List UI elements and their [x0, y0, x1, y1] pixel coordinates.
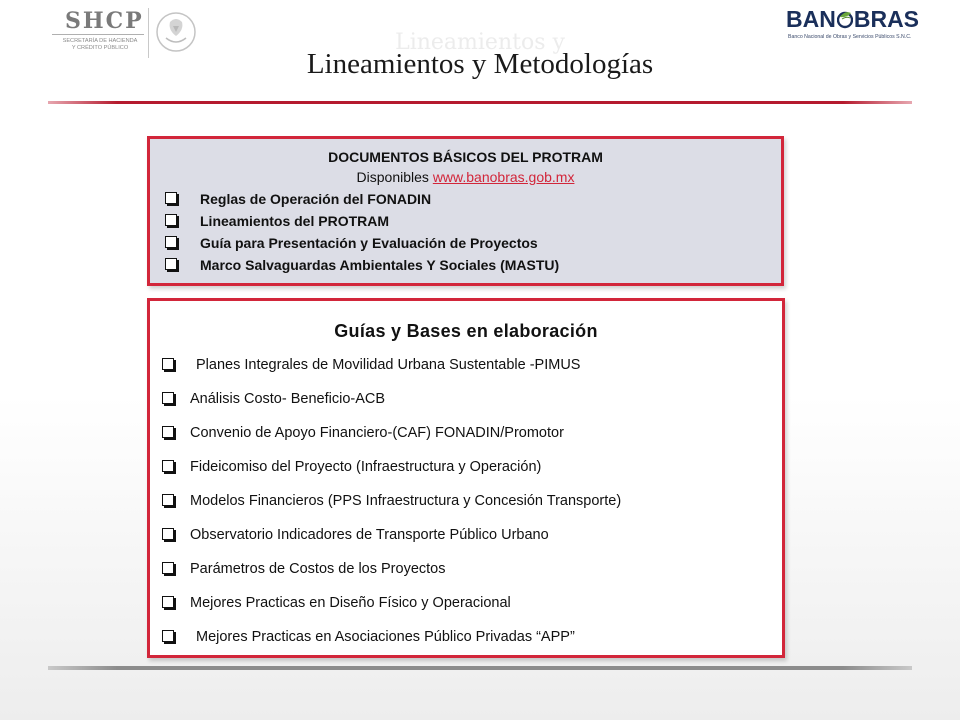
list-item-label: Análisis Costo- Beneficio-ACB [190, 391, 386, 407]
checkbox-bullet-icon [165, 258, 177, 270]
list-item [162, 416, 782, 450]
list-item [165, 232, 781, 254]
documents-list [150, 188, 781, 276]
list-item [162, 586, 782, 620]
list-item-label: Mejores Practicas en Diseño Físico y Operacional [190, 595, 511, 611]
banobras-word-left: BAN [786, 6, 836, 32]
ghost-title: Lineamientos y [395, 30, 565, 55]
documents-available [150, 168, 781, 186]
list-item-label: Fideicomiso del Proyecto (Infraestructura y Operación) [190, 459, 542, 475]
list-item [162, 620, 782, 654]
checkbox-bullet-icon [162, 392, 174, 404]
guides-box [147, 298, 785, 658]
list-item-label: Marco Salvaguardas Ambientales Y Sociales (MASTU) [200, 257, 560, 273]
list-item [162, 348, 782, 382]
list-item-label: Planes Integrales de Movilidad Urbana Sustentable -PIMUS [196, 357, 581, 373]
list-item [165, 188, 781, 210]
list-item-label: Mejores Practicas en Asociaciones Público Privadas “APP” [196, 629, 575, 645]
checkbox-bullet-icon [162, 494, 174, 506]
list-item [162, 382, 782, 416]
list-item [162, 450, 782, 484]
shcp-title: SHCP [65, 8, 144, 34]
guides-list [150, 348, 782, 654]
list-item [162, 484, 782, 518]
banobras-website-link[interactable]: www.banobras.gob.mx [432, 169, 575, 185]
checkbox-bullet-icon [162, 630, 174, 642]
list-item-label: Modelos Financieros (PPS Infraestructura y Concesión Transporte) [190, 493, 622, 509]
banobras-word-right: BRAS [853, 6, 920, 32]
banobras-subtitle: Banco Nacional de Obras y Servicios Públicos S.N.C. [788, 34, 912, 40]
shcp-subtitle-line1: SECRETARÍA DE HACIENDA [62, 38, 138, 44]
checkbox-bullet-icon [165, 236, 177, 248]
documents-heading: DOCUMENTOS BÁSICOS DEL PROTRAM [328, 149, 603, 165]
banobras-wordmark [786, 6, 919, 33]
checkbox-bullet-icon [165, 214, 177, 226]
list-item-label: Guía para Presentación y Evaluación de Proyectos [200, 235, 538, 251]
checkbox-bullet-icon [162, 426, 174, 438]
list-item-label: Lineamientos del PROTRAM [200, 213, 390, 229]
list-item-label: Convenio de Apoyo Financiero-(CAF) FONADIN/Promotor [190, 425, 564, 441]
checkbox-bullet-icon [162, 528, 174, 540]
documents-box [147, 136, 784, 286]
documents-available-label: Disponibles [356, 169, 433, 185]
checkbox-bullet-icon [162, 460, 174, 472]
list-item-label: Observatorio Indicadores de Transporte Público Urbano [190, 527, 549, 543]
bottom-rule [48, 666, 912, 670]
list-item [162, 518, 782, 552]
shcp-subtitle-line2: Y CRÉDITO PÚBLICO [71, 45, 129, 51]
list-item [165, 210, 781, 232]
checkbox-bullet-icon [162, 596, 174, 608]
list-item-label: Reglas de Operación del FONADIN [200, 191, 432, 207]
guides-heading: Guías y Bases en elaboración [334, 321, 598, 341]
checkbox-bullet-icon [165, 192, 177, 204]
page-title: Lineamientos y Metodologías [306, 48, 654, 80]
leaf-icon [837, 9, 853, 29]
list-item [165, 254, 781, 276]
list-item-label: Parámetros de Costos de los Proyectos [190, 561, 446, 577]
checkbox-bullet-icon [162, 358, 174, 370]
checkbox-bullet-icon [162, 562, 174, 574]
list-item [162, 552, 782, 586]
title-rule [48, 101, 912, 104]
